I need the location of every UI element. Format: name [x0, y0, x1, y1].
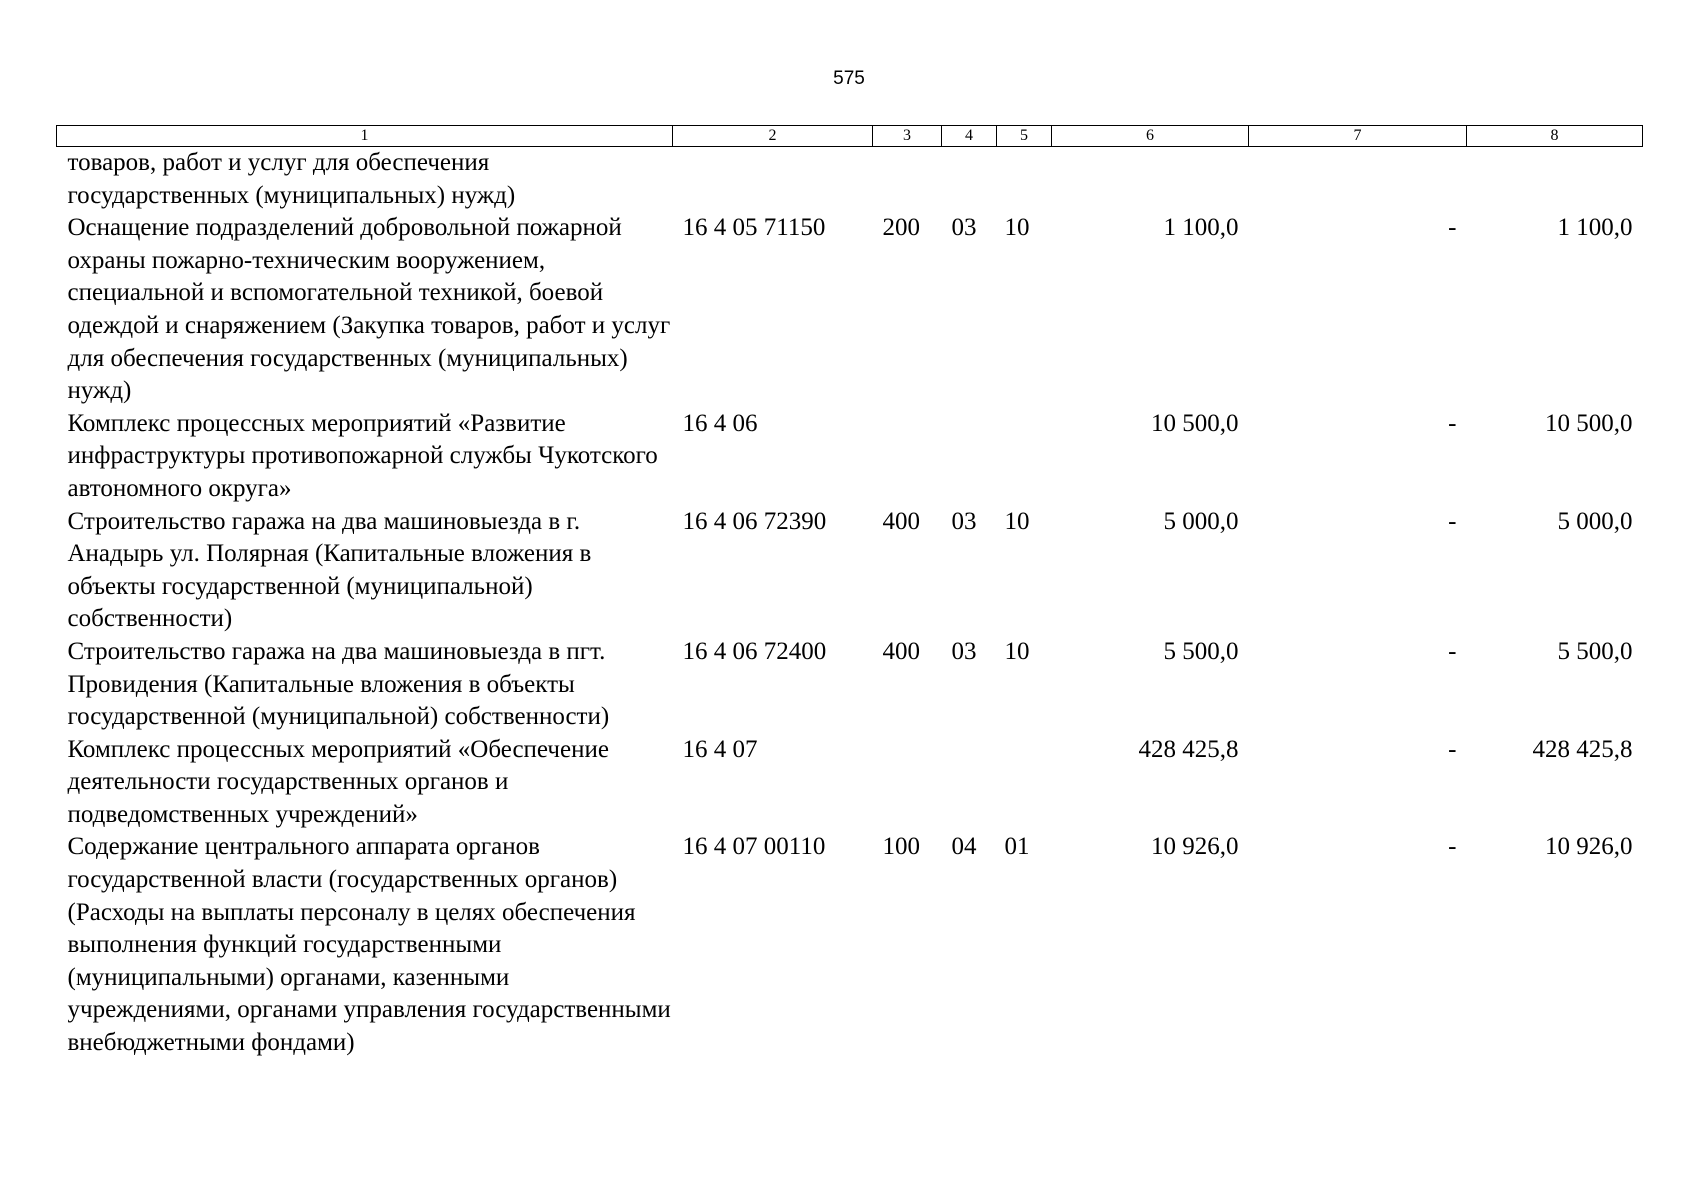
- column-header: 1: [57, 126, 673, 147]
- row-name: Оснащение подразделений добровольной пожарной охраны пожарно-техническим вооружением, специальной и вспомогательной техникой, боевой одеждой и снаряжением (Закупка товаров, работ и услуг для обеспечения государственных (муниципальных) нужд): [67, 214, 671, 405]
- row-name: Строительство гаража на два машиновыезда в г. Анадырь ул. Полярная (Капитальные вложения в объекты государственной (муниципальной) собственности): [67, 507, 592, 633]
- row-rz: 03: [951, 507, 977, 535]
- row-col8: 5 000,0: [1557, 507, 1633, 535]
- row-col7: -: [1448, 214, 1457, 242]
- row-col7: -: [1448, 507, 1457, 535]
- row-name: товаров, работ и услуг для обеспечения государственных (муниципальных) нужд): [67, 149, 516, 209]
- row-code: 16 4 06: [682, 409, 758, 437]
- row-code: 16 4 06 72400: [682, 637, 827, 665]
- row-name: Комплекс процессных мероприятий «Обеспечение деятельности государственных органов и подведомственных учреждений»: [67, 735, 609, 828]
- row-rz: [942, 147, 997, 213]
- row-col6: [1052, 147, 1249, 213]
- column-header: 2: [673, 126, 873, 147]
- row-pr: 10: [1004, 637, 1030, 665]
- row-rz: [942, 734, 997, 832]
- column-header: 8: [1467, 126, 1643, 147]
- row-col8: 5 500,0: [1557, 637, 1633, 665]
- row-col7: -: [1448, 735, 1457, 763]
- table-row: [57, 212, 1643, 408]
- row-col7: -: [1448, 833, 1457, 861]
- row-pr: 10: [1004, 214, 1030, 242]
- table-row: [57, 734, 1643, 832]
- row-vr: 400: [882, 637, 920, 665]
- row-rz: [942, 408, 997, 506]
- table-row: [57, 636, 1643, 734]
- row-col8: 10 500,0: [1545, 409, 1633, 437]
- column-header: 5: [997, 126, 1052, 147]
- row-name: Содержание центрального аппарата органов государственной власти (государственных органов) (Расходы на выплаты персоналу в целях обеспечения выполнения функций государственными (муниципальными) органами, казенными учреждениями, органами управления государственными внебюджетными фондами): [67, 833, 671, 1057]
- table-header-row: [57, 126, 1643, 147]
- row-code: 16 4 07 00110: [682, 833, 826, 861]
- row-name: Строительство гаража на два машиновыезда в пгт. Провидения (Капитальные вложения в объекты государственной (муниципальной) собственности): [67, 637, 610, 731]
- row-col8: [1467, 147, 1643, 213]
- page-number: 575: [833, 68, 865, 89]
- table-row: [57, 506, 1643, 636]
- row-pr: [997, 734, 1052, 832]
- row-col7: [1249, 147, 1467, 213]
- column-header: 7: [1249, 126, 1467, 147]
- table-row: [57, 147, 1643, 213]
- column-header: 4: [942, 126, 997, 147]
- row-vr: 100: [882, 833, 920, 861]
- row-vr: 400: [882, 507, 920, 535]
- row-vr: [873, 734, 942, 832]
- row-col8: 1 100,0: [1557, 214, 1633, 242]
- row-code: 16 4 06 72390: [682, 507, 827, 535]
- row-col8: 428 425,8: [1532, 735, 1633, 763]
- row-pr: 10: [1004, 507, 1030, 535]
- row-pr: 01: [1004, 833, 1030, 861]
- row-code: 16 4 05 71150: [682, 214, 826, 242]
- row-col6: 1 100,0: [1163, 214, 1239, 242]
- row-pr: [997, 408, 1052, 506]
- table-row: [57, 831, 1643, 1059]
- row-vr: [873, 147, 942, 213]
- table-row: [57, 408, 1643, 506]
- row-vr: [873, 408, 942, 506]
- row-pr: [997, 147, 1052, 213]
- budget-table: [56, 125, 1643, 1060]
- row-col8: 10 926,0: [1545, 833, 1633, 861]
- column-header: 6: [1052, 126, 1249, 147]
- row-col6: 10 926,0: [1151, 833, 1239, 861]
- row-name: Комплекс процессных мероприятий «Развитие инфраструктуры противопожарной службы Чукотского автономного округа»: [67, 409, 658, 502]
- row-col6: 428 425,8: [1138, 735, 1239, 763]
- row-vr: 200: [882, 214, 920, 242]
- row-code: 16 4 07: [682, 735, 758, 763]
- row-col7: -: [1448, 637, 1457, 665]
- row-col6: 10 500,0: [1151, 409, 1239, 437]
- row-rz: 04: [951, 833, 977, 861]
- column-header: 3: [873, 126, 942, 147]
- row-rz: 03: [951, 637, 977, 665]
- row-col7: -: [1448, 409, 1457, 437]
- row-code: [673, 147, 873, 213]
- row-col6: 5 500,0: [1163, 637, 1239, 665]
- row-col6: 5 000,0: [1163, 507, 1239, 535]
- row-rz: 03: [951, 214, 977, 242]
